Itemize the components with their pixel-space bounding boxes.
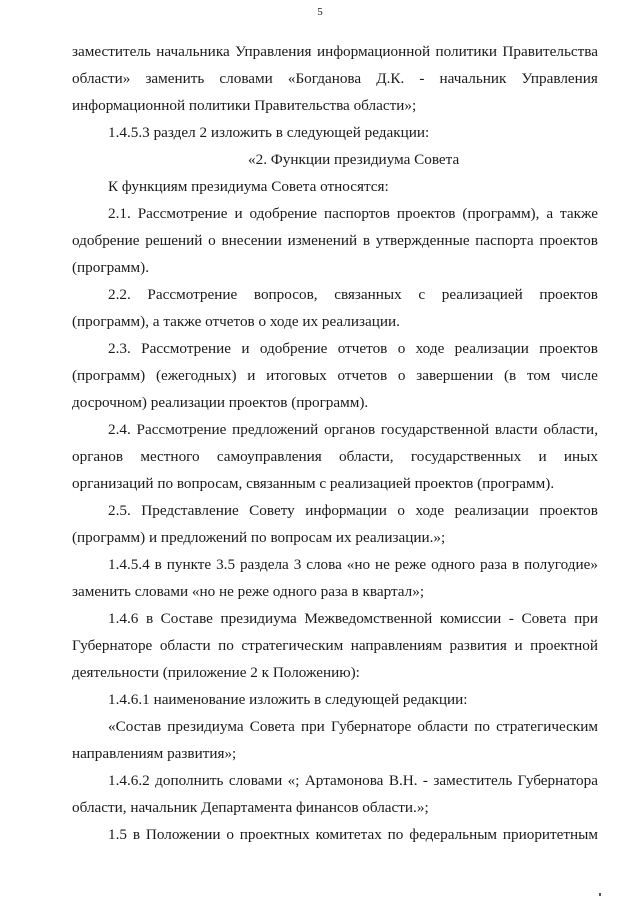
word: полугодие» — [524, 556, 598, 573]
word: в — [154, 556, 162, 573]
page-number: 5 — [317, 6, 323, 18]
word: итоговых — [266, 367, 327, 384]
text-line: организаций по вопросам, связанным с реализацией проектов (программ). — [72, 475, 555, 492]
word: местного — [140, 448, 200, 465]
word: 2.4. — [108, 421, 131, 438]
word: Правительства — [502, 43, 598, 60]
word: 2.1. — [108, 205, 131, 222]
text-line: информационной политики Правительства области»; — [72, 97, 417, 114]
paragraph — [72, 200, 598, 281]
word: одного — [431, 556, 476, 573]
text-line: 1.4.6.1 наименование изложить в следующей редакции: — [108, 691, 468, 708]
word: 2.5. — [108, 502, 131, 519]
word: реализации — [454, 340, 529, 357]
word: отчетов — [337, 340, 388, 357]
document-body — [72, 38, 598, 848]
text-line — [72, 227, 598, 254]
word: пункте — [166, 556, 212, 573]
word: вопросов, — [253, 286, 318, 303]
word: проектов — [396, 205, 456, 222]
word: - — [508, 610, 514, 627]
word: комитетах — [315, 826, 382, 843]
word: Губернаторе — [72, 637, 153, 654]
text-line — [72, 767, 598, 794]
word: реализации — [454, 502, 529, 519]
word: президиума — [220, 610, 297, 627]
word: государственных — [410, 448, 522, 465]
word: Губернатора — [517, 772, 598, 789]
word: паспорта — [475, 232, 534, 249]
paragraph — [72, 416, 598, 497]
word: - — [419, 70, 425, 87]
word: Рассмотрение — [136, 421, 227, 438]
word: Совета — [249, 718, 295, 735]
word: завершении — [416, 367, 494, 384]
word: начальник — [439, 70, 507, 87]
word: раза — [480, 556, 508, 573]
word: и — [514, 637, 523, 654]
word: Рассмотрение — [147, 286, 238, 303]
word: иных — [563, 448, 598, 465]
paragraph — [72, 497, 598, 551]
word: политики — [435, 43, 497, 60]
word: органов — [72, 448, 124, 465]
word: развития — [449, 637, 507, 654]
word: заместитель — [72, 43, 151, 60]
text-line — [72, 821, 598, 848]
word: власти — [494, 421, 538, 438]
word: области, — [339, 448, 394, 465]
word: Управления — [235, 43, 312, 60]
word: раздела — [239, 556, 289, 573]
text-line — [72, 443, 598, 470]
word: (программ), — [462, 205, 540, 222]
text-line: (программ) и предложений по вопросам их реализации.»; — [72, 529, 446, 546]
word: Артамонова — [304, 772, 384, 789]
word: Управления — [521, 70, 598, 87]
word: одобрение — [72, 232, 140, 249]
word: проектов — [539, 286, 598, 303]
text-line — [72, 200, 598, 227]
text-line — [72, 65, 598, 92]
word: и — [241, 340, 250, 357]
word: Совета — [521, 610, 567, 627]
word: президиума — [167, 718, 244, 735]
word: реже — [394, 556, 427, 573]
word: 1.4.6 — [108, 610, 139, 627]
text-line: (программ). — [72, 259, 150, 276]
word: слова — [306, 556, 342, 573]
text-line — [72, 416, 598, 443]
paragraph — [72, 119, 598, 146]
word: том — [526, 367, 551, 384]
word: федеральным — [409, 826, 498, 843]
text-line — [72, 713, 598, 740]
word: 2.2. — [108, 286, 131, 303]
text-line — [72, 281, 598, 308]
text-line: направлениям развития»; — [72, 745, 237, 762]
word: в — [512, 556, 520, 573]
word: заместитель — [433, 772, 513, 789]
text-line — [72, 38, 598, 65]
word: - — [422, 772, 428, 789]
word: Д.К. — [376, 70, 405, 87]
word: информационной — [316, 43, 431, 60]
word: 1.4.5.4 — [108, 556, 150, 573]
word: 2.3. — [108, 340, 131, 357]
word: в — [362, 232, 371, 249]
word: а — [546, 205, 554, 222]
word: Рассмотрение — [137, 205, 228, 222]
word: Составе — [160, 610, 213, 627]
word: заменить — [145, 70, 205, 87]
word: проектных — [239, 826, 310, 843]
text-line — [72, 497, 598, 524]
text-line — [72, 632, 598, 659]
word: 3 — [293, 556, 302, 573]
paragraph — [72, 605, 598, 686]
word: проектов — [539, 502, 598, 519]
word: о — [397, 367, 406, 384]
paragraph — [72, 281, 598, 335]
word: отчетов — [337, 367, 388, 384]
word: проектов — [539, 340, 598, 357]
word: Положении — [145, 826, 221, 843]
word: государственной — [380, 421, 490, 438]
paragraph — [72, 821, 598, 848]
paragraph — [72, 551, 598, 605]
paragraph — [72, 38, 598, 119]
text-line — [72, 551, 598, 578]
text-line — [72, 362, 598, 389]
word: В.Н. — [388, 772, 418, 789]
word: по — [218, 637, 234, 654]
scan-mark — [599, 893, 601, 896]
word: с — [418, 286, 426, 303]
text-line — [72, 335, 598, 362]
word: 1.4.6.2 — [108, 772, 150, 789]
word: Представление — [141, 502, 239, 519]
word: утвержденные — [375, 232, 470, 249]
word: изменений — [287, 232, 358, 249]
paragraph — [72, 686, 598, 713]
text-line: 1.4.5.3 раздел 2 изложить в следующей редакции: — [108, 124, 430, 141]
word: проектов — [539, 232, 598, 249]
text-line: заменить словами «но не реже одного раза в квартал»; — [72, 583, 425, 600]
word: (в — [503, 367, 517, 384]
word: «Состав — [108, 718, 162, 735]
word: словами — [219, 70, 273, 87]
word: также — [560, 205, 598, 222]
word: о — [226, 826, 234, 843]
paragraph — [72, 146, 598, 173]
word: органов — [324, 421, 376, 438]
word: «Богданова — [287, 70, 362, 87]
word: Совету — [249, 502, 295, 519]
text-line: деятельности (приложение 2 к Положению): — [72, 664, 360, 681]
word: «; — [287, 772, 300, 789]
word: и — [247, 367, 256, 384]
word: Губернаторе — [330, 718, 412, 735]
word: Межведомственной — [304, 610, 433, 627]
text-line: области, начальник Департамента финансов области.»; — [72, 799, 429, 816]
paragraph — [72, 767, 598, 821]
word: в — [132, 826, 141, 843]
word: дополнить — [155, 772, 224, 789]
word: внесении — [221, 232, 282, 249]
word: по — [387, 826, 404, 843]
word: начальника — [156, 43, 230, 60]
word: о — [397, 340, 406, 357]
word: приоритетным — [502, 826, 598, 843]
word: при — [574, 610, 598, 627]
word: «но — [346, 556, 371, 573]
word: области — [417, 718, 469, 735]
paragraph — [72, 335, 598, 416]
word: стратегическим — [241, 637, 344, 654]
text-line: «2. Функции президиума Совета — [248, 151, 460, 168]
word: (ежегодных) — [155, 367, 237, 384]
word: о — [397, 502, 405, 519]
word: реализацией — [441, 286, 523, 303]
word: связанных — [334, 286, 402, 303]
word: стратегическим — [496, 718, 598, 735]
word: числе — [561, 367, 598, 384]
word: не — [375, 556, 390, 573]
text-line: К функциям президиума Совета относятся: — [108, 178, 389, 195]
word: при — [300, 718, 325, 735]
word: области» — [72, 70, 131, 87]
word: (программ) — [72, 367, 146, 384]
word: ходе — [415, 340, 445, 357]
text-line — [72, 605, 598, 632]
word: комиссии — [439, 610, 502, 627]
text-line: досрочном) реализации проектов (программ). — [72, 394, 369, 411]
word: ходе — [415, 502, 445, 519]
word: и — [234, 205, 243, 222]
word: и — [538, 448, 547, 465]
word: о — [208, 232, 216, 249]
paragraph — [72, 713, 598, 767]
word: решений — [145, 232, 203, 249]
word: проектной — [530, 637, 598, 654]
word: самоуправления — [216, 448, 322, 465]
word: 3.5 — [216, 556, 236, 573]
word: предложений — [232, 421, 319, 438]
text-line: (программ), а также отчетов о ходе их реализации. — [72, 313, 400, 330]
word: области, — [543, 421, 598, 438]
word: словами — [228, 772, 283, 789]
paragraph — [72, 173, 598, 200]
word: по — [474, 718, 490, 735]
word: направлениям — [350, 637, 443, 654]
word: паспортов — [323, 205, 390, 222]
word: в — [145, 610, 154, 627]
word: одобрение — [259, 340, 328, 357]
word: 1.5 — [108, 826, 127, 843]
word: области — [159, 637, 211, 654]
word: информации — [305, 502, 387, 519]
word: Рассмотрение — [141, 340, 231, 357]
word: одобрение — [249, 205, 318, 222]
